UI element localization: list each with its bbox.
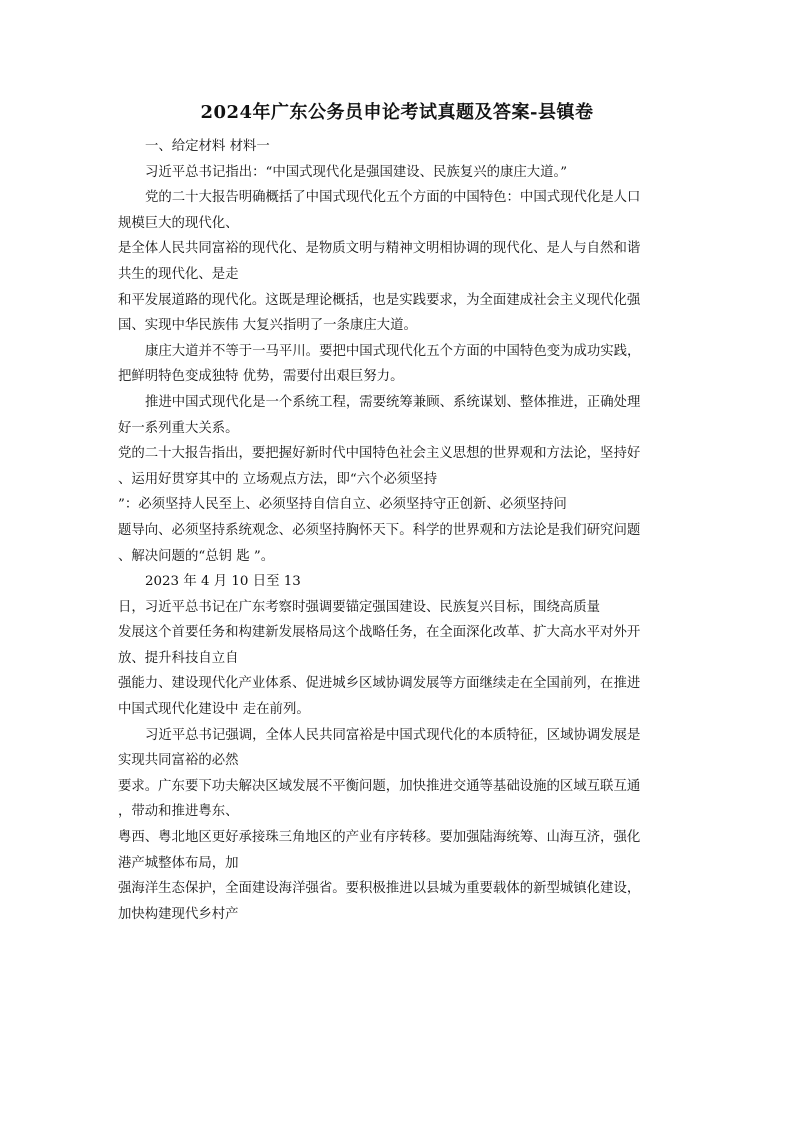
text-line: 推进中国式现代化是一个系统工程，需要统筹兼顾、系统谋划、整体推进，正确处理 bbox=[145, 394, 641, 410]
text-line: 港产城整体布局，加 bbox=[118, 855, 239, 871]
text-line: 习近平总书记指出：“中国式现代化是强国建设、民族复兴的康庄大道。” bbox=[145, 164, 568, 180]
document-body bbox=[118, 134, 678, 927]
text-line: ”：必须坚持人民至上、必须坚持自信自立、必须坚持守正创新、必须坚持问 bbox=[118, 497, 567, 513]
text-line: 、解决问题的“总钥 匙 ”。 bbox=[118, 548, 275, 564]
text-line: 和平发展道路的现代化。这既是理论概括，也是实践要求，为全面建成社会主义现代化强 bbox=[118, 292, 641, 308]
text-line: 中国式现代化建设中 走在前列。 bbox=[118, 702, 310, 718]
text-line: ，带动和推进粤东、 bbox=[118, 804, 239, 820]
text-line: 实现共同富裕的必然 bbox=[118, 753, 239, 769]
text-line: 2023 年 4 月 10 日至 13 bbox=[145, 574, 301, 590]
text-line: 国、实现中华民族伟 大复兴指明了一条康庄大道。 bbox=[118, 318, 417, 334]
text-line: 题导向、必须坚持系统观念、必须坚持胸怀天下。科学的世界观和方法论是我们研究问题 bbox=[118, 522, 641, 538]
text-line: 强能力、建设现代化产业体系、促进城乡区域协调发展等方面继续走在全国前列，在推进 bbox=[118, 676, 641, 692]
text-line: 放、提升科技自立自 bbox=[118, 650, 239, 666]
text-line: 规模巨大的现代化、 bbox=[118, 215, 239, 231]
text-line: 、运用好贯穿其中的 立场观点方法，即“六个必须坚持 bbox=[118, 471, 438, 487]
text-line: 共生的现代化、是走 bbox=[118, 266, 239, 282]
text-line: 加快构建现代乡村产 bbox=[118, 906, 239, 922]
text-line: 党的二十大报告指出，要把握好新时代中国特色社会主义思想的世界观和方法论，坚持好 bbox=[118, 446, 641, 462]
document-title: 2024年广东公务员申论考试真题及答案-县镇卷 bbox=[200, 102, 594, 123]
text-line: 粤西、粤北地区更好承接珠三角地区的产业有序转移。要加强陆海统筹、山海互济，强化 bbox=[118, 830, 641, 846]
text-line: 习近平总书记强调，全体人民共同富裕是中国式现代化的本质特征，区域协调发展是 bbox=[145, 727, 641, 743]
text-line: 发展这个首要任务和构建新发展格局这个战略任务，在全面深化改革、扩大高水平对外开 bbox=[118, 625, 641, 641]
text-line: 要求。广东要下功夫解决区域发展不平衡问题，加快推进交通等基础设施的区域互联互通 bbox=[118, 778, 641, 794]
text-line: 是全体人民共同富裕的现代化、是物质文明与精神文明相协调的现代化、是人与自然和谐 bbox=[118, 241, 641, 257]
text-line: 把鲜明特色变成独特 优势，需要付出艰巨努力。 bbox=[118, 369, 404, 385]
text-line: 日，习近平总书记在广东考察时强调要锚定强国建设、民族复兴目标，围绕高质量 bbox=[118, 599, 601, 615]
text-line: 一、给定材料 材料一 bbox=[145, 139, 270, 154]
text-line: 好一系列重大关系。 bbox=[118, 420, 239, 436]
text-line: 康庄大道并不等于一马平川。要把中国式现代化五个方面的中国特色变为成功实践， bbox=[145, 343, 641, 359]
text-line: 党的二十大报告明确概括了中国式现代化五个方面的中国特色：中国式现代化是人口 bbox=[145, 190, 641, 206]
text-line: 强海洋生态保护，全面建设海洋强省。要积极推进以县城为重要载体的新型城镇化建设， bbox=[118, 881, 641, 897]
